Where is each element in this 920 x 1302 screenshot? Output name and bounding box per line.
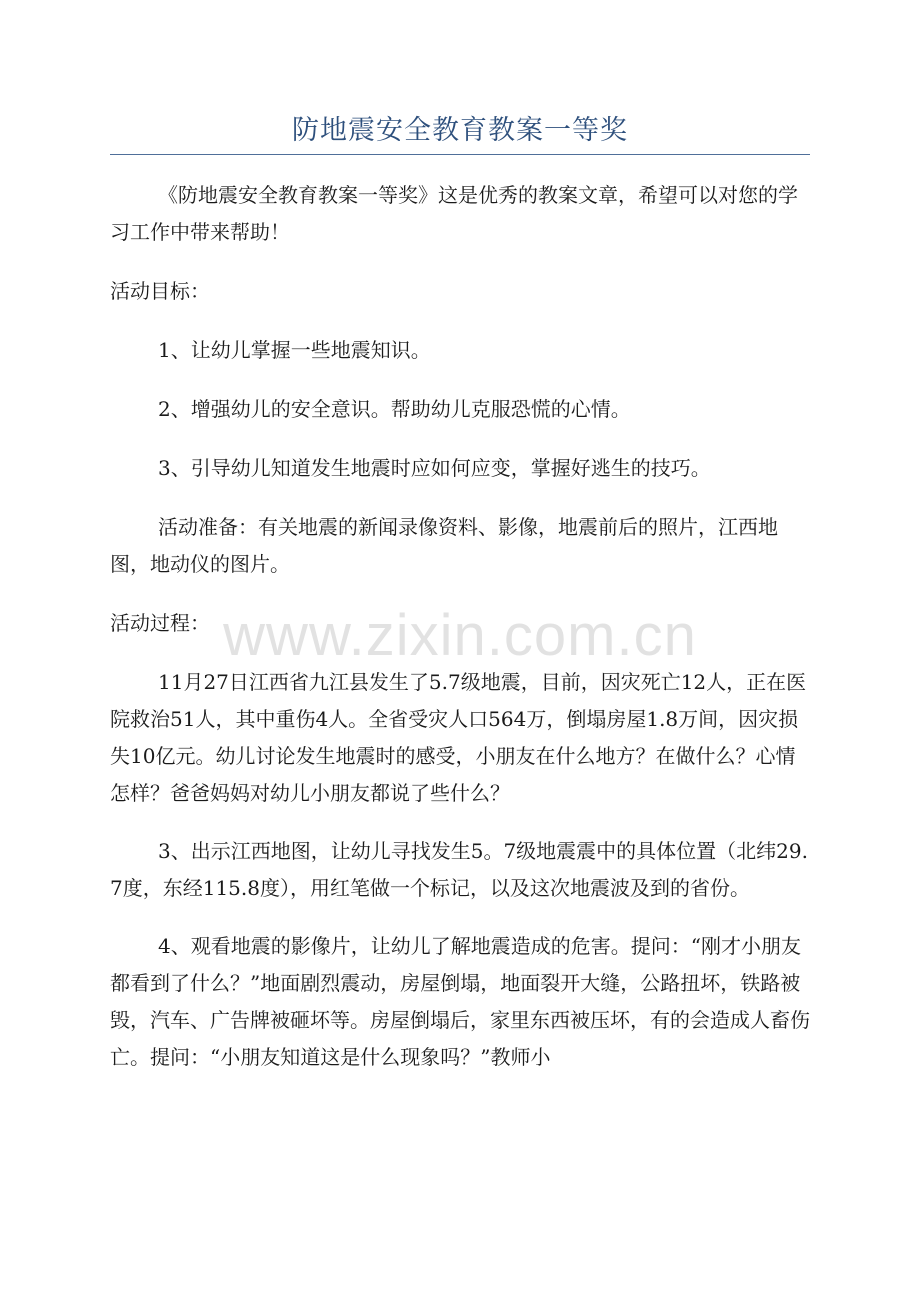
title-underline	[110, 154, 810, 155]
goal-item-3: 3、引导幼儿知道发生地震时应如何应变，掌握好逃生的技巧。	[158, 456, 711, 480]
watermark: www.zixin.com.cn	[223, 603, 697, 668]
document-page	[110, 0, 810, 1076]
goal-item-1: 1、让幼儿掌握一些地震知识。	[158, 338, 431, 362]
preparation-paragraph: 活动准备：有关地震的新闻录像资料、影像，地震前后的照片，江西地图，地动仪的图片。	[110, 515, 778, 576]
intro-paragraph: 《防地震安全教育教案一等奖》这是优秀的教案文章，希望可以对您的学习工作中带来帮助！	[110, 183, 798, 244]
goal-item-2: 2、增强幼儿的安全意识。帮助幼儿克服恐慌的心情。	[158, 397, 631, 421]
section-heading-goals: 活动目标：	[110, 279, 210, 303]
process-paragraph-3: 3、出示江西地图，让幼儿寻找发生5。7级地震震中的具体位置（北纬29.7度，东经115.8度），用红笔做一个标记，以及这次地震波及到的省份。	[110, 839, 808, 900]
process-paragraph-1: 11月27日江西省九江县发生了5.7级地震，目前，因灾死亡12人，正在医院救治51人，其中重伤4人。全省受灾人口564万，倒塌房屋1.8万间，因灾损失10亿元。幼儿讨论发生地震时的感受，小朋友在什么地方？在做什么？心情怎样？爸爸妈妈对幼儿小朋友都说了些什么？	[110, 670, 807, 805]
process-paragraph-4: 4、观看地震的影像片，让幼儿了解地震造成的危害。提问：“刚才小朋友都看到了什么？”地面剧烈震动，房屋倒塌，地面裂开大缝，公路扭坏，铁路被毁，汽车、广告牌被砸坏等。房屋倒塌后，家里东西被压坏，有的会造成人畜伤亡。提问：“小朋友知道这是什么现象吗？”教师小	[110, 934, 810, 1069]
section-heading-process: 活动过程：	[110, 611, 210, 635]
document-title: 防地震安全教育教案一等奖	[292, 115, 628, 146]
